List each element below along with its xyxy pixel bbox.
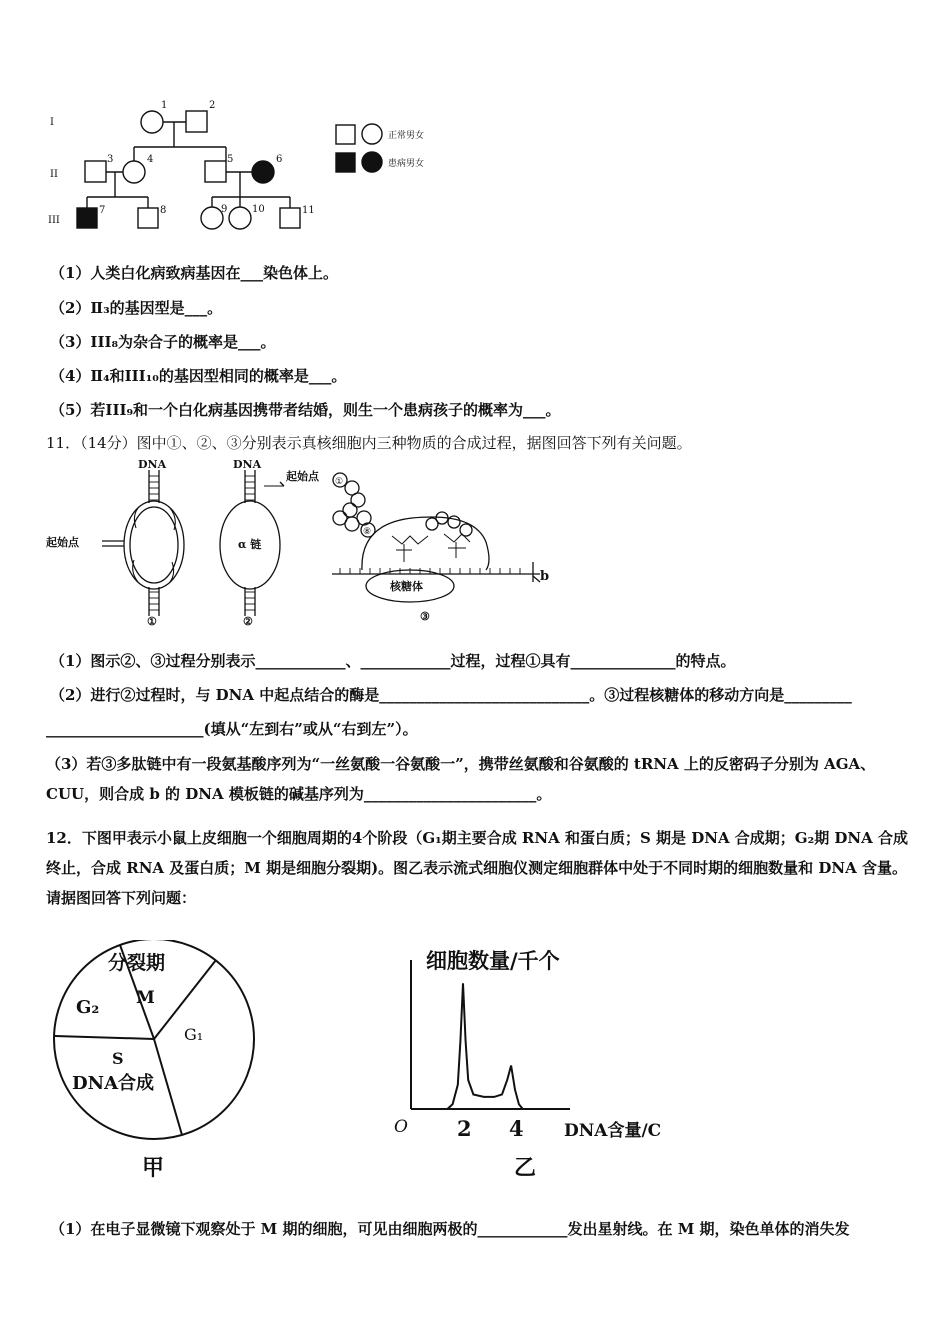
q10-sub-5: （5）若III₉和一个白化病基因携带者结婚，则生一个患病孩子的概率为___。 — [50, 401, 561, 419]
pie-label-G1: G₁ — [184, 1025, 204, 1044]
fig-number-2: ② — [243, 615, 253, 628]
alpha-chain-label: α 链 — [238, 538, 262, 551]
chart-ylabel: 细胞数量/千个 — [426, 948, 560, 973]
q10-sub-3: （3）III₈为杂合子的概率是___。 — [50, 333, 276, 351]
gen-label-III: III — [48, 215, 60, 226]
pie-label-S: S — [112, 1049, 124, 1068]
member-6: 6 — [276, 154, 283, 165]
dna-content-curve — [447, 983, 522, 1109]
gen-label-II: II — [50, 169, 58, 180]
q10-sub-4: （4）Ⅱ₄和III₁₀的基因型相同的概率是___。 — [50, 367, 347, 385]
dna-label-2: DNA — [233, 458, 262, 471]
ribosome-label: 核糖体 — [390, 580, 423, 593]
chain-label-a: ① — [335, 477, 344, 487]
legend-affected: 患病男女 — [388, 159, 425, 169]
member-9: 9 — [221, 204, 228, 215]
pie-caption: 甲 — [142, 1155, 165, 1181]
chart-origin: O — [394, 1117, 408, 1137]
pie-label-division: 分裂期 — [108, 952, 166, 974]
q10-sub-1: （1）人类白化病致病基因在___染色体上。 — [50, 264, 338, 282]
origin-label-left: 起始点 — [46, 536, 79, 549]
member-4: 4 — [147, 154, 154, 165]
q11-sub-2a: （2）进行②过程时，与 DNA 中起点结合的酶是____________________________。③过程核糖体的移动方向是_________ — [50, 686, 852, 704]
member-8: 8 — [160, 205, 167, 216]
pie-label-dna-synthesis: DNA合成 — [72, 1073, 155, 1094]
chart-caption: 乙 — [514, 1155, 537, 1181]
pie-label-G2: G₂ — [76, 997, 100, 1018]
q11-stem: 11．（14分）图中①、②、③分别表示真核细胞内三种物质的合成过程，据图回答下列有关问题。 — [46, 434, 692, 452]
member-11: 11 — [302, 205, 315, 216]
q12-sub-1: （1）在电子显微镜下观察处于 M 期的细胞，可见由细胞两极的____________发出星射线。在 M 期，染色单体的消失发 — [50, 1220, 850, 1238]
gen-label-I: I — [50, 117, 54, 128]
member-5: 5 — [227, 154, 234, 165]
flow-cytometry-chart — [380, 940, 720, 1190]
chain-label-b: ⑧ — [363, 527, 372, 537]
fig-number-3: ③ — [420, 610, 430, 623]
cell-cycle-pie — [48, 940, 288, 1190]
legend-normal: 正常男女 — [388, 131, 425, 141]
member-1: 1 — [161, 100, 168, 111]
x-tick-4: 4 — [509, 1116, 524, 1141]
pedigree-chart — [40, 95, 480, 235]
x-tick-2: 2 — [457, 1116, 472, 1141]
q11-sub-1: （1）图示②、③过程分别表示____________、____________过程，过程①具有______________的特点。 — [50, 652, 736, 670]
member-3: 3 — [107, 154, 114, 165]
q11-figure — [40, 458, 560, 628]
dna-label-1: DNA — [138, 458, 167, 471]
q10-sub-2: （2）Ⅱ₃的基因型是___。 — [50, 299, 223, 317]
chart-xlabel: DNA含量/C — [564, 1121, 662, 1141]
q12-stem: 12．下图甲表示小鼠上皮细胞一个细胞周期的4个阶段（G₁期主要合成 RNA 和蛋白质；S 期是 DNA 合成期；G₂期 DNA 合成终止，合成 RNA 及蛋白质；M 期是细胞分裂期)。图乙表示流式细胞仪测定细胞群体中处于不同时期的细胞数量和 DNA 含量。请据图回答下列问题： — [46, 829, 908, 907]
q11-sub-2b: _____________________(填从“左到右”或从“右到左”）。 — [46, 720, 418, 738]
member-10: 10 — [252, 204, 265, 215]
pie-label-M: M — [136, 988, 155, 1008]
q11-sub-3: （3）若③多肽链中有一段氨基酸序列为“一丝氨酸一谷氨酸一”，携带丝氨酸和谷氨酸的 tRNA 上的反密码子分别为 AGA、CUU，则合成 b 的 DNA 模板链的碱基序列为_______________________。 — [46, 755, 876, 803]
fig-number-1: ① — [147, 615, 157, 628]
b-label: b — [540, 569, 550, 584]
origin-label-right: 起始点 — [286, 470, 319, 483]
member-7: 7 — [99, 205, 106, 216]
member-2: 2 — [209, 100, 216, 111]
